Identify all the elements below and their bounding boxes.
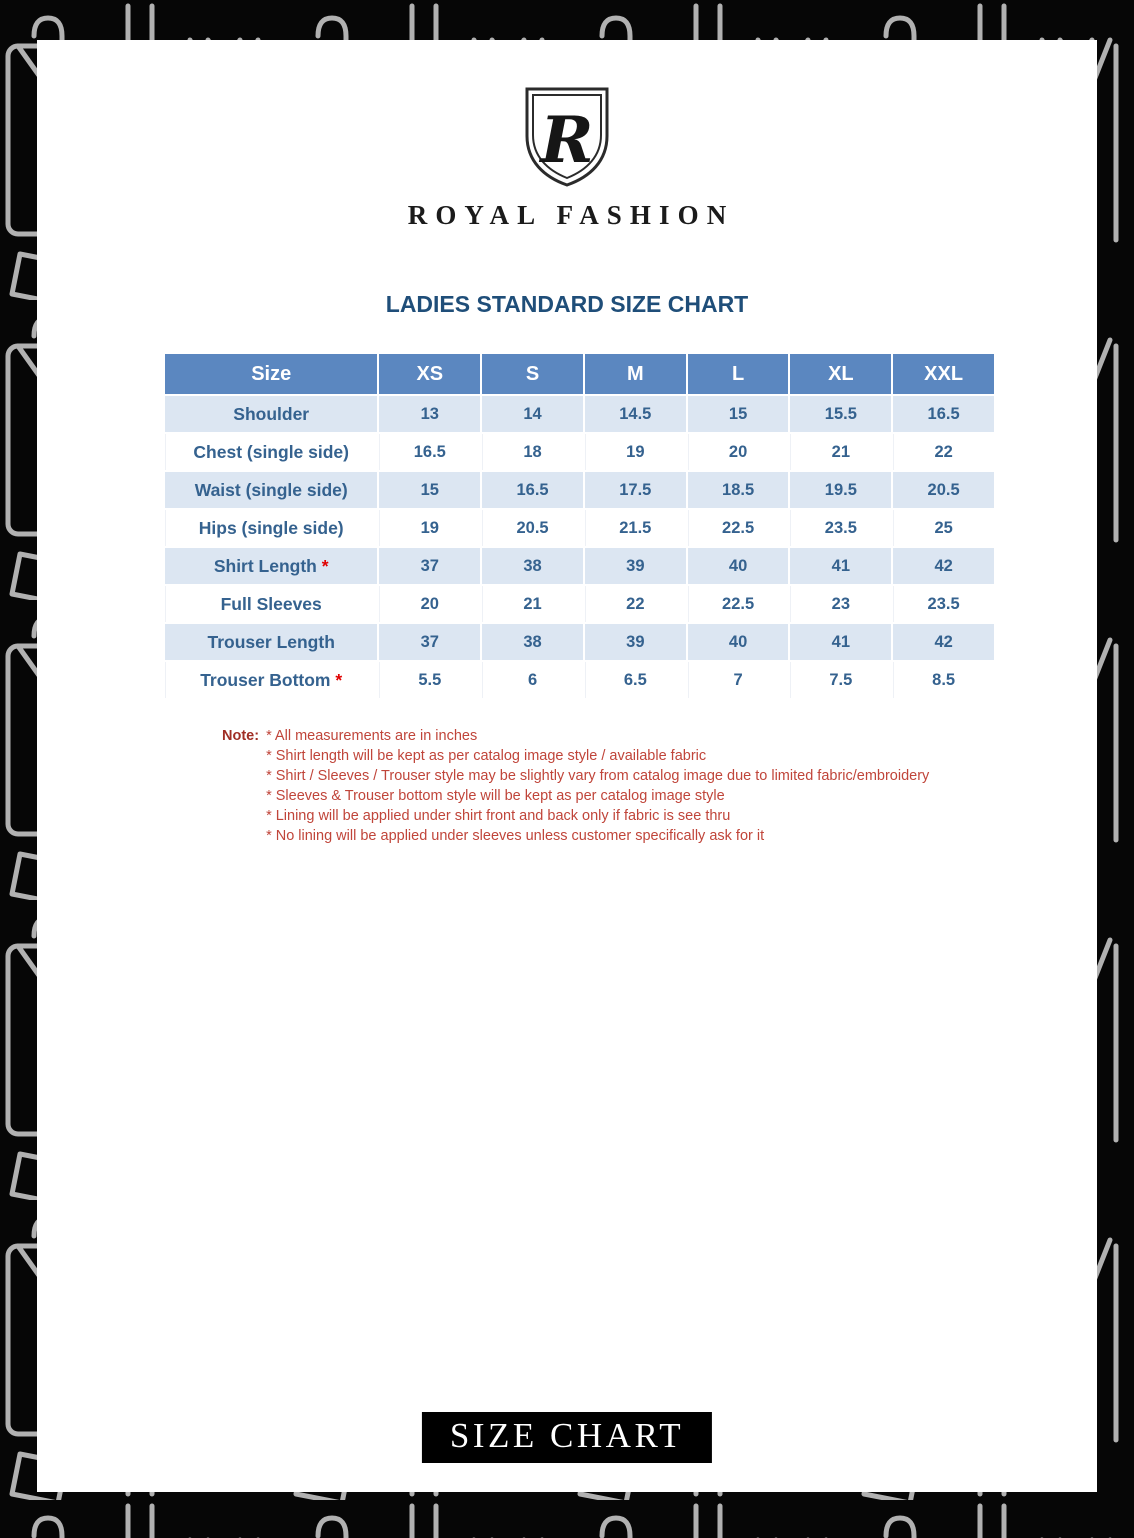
- note-line: * Shirt / Sleeves / Trouser style may be slightly vary from catalog image due to limited fabric/embroidery: [266, 768, 930, 784]
- table-header-row: [165, 354, 994, 394]
- size-value-cell: 7.5: [790, 662, 891, 698]
- size-value-cell: 25: [893, 510, 994, 546]
- table-row: [165, 510, 994, 546]
- table-row: [165, 396, 994, 432]
- required-asterisk: *: [316, 555, 329, 576]
- row-label: Chest (single side): [165, 434, 377, 470]
- shield-monogram-letter: R: [540, 103, 594, 178]
- size-value-cell: 42: [893, 624, 994, 660]
- size-value-cell: 14.5: [585, 396, 686, 432]
- size-value-cell: 16.5: [893, 396, 994, 432]
- note-line: * Shirt length will be kept as per catalog image style / available fabric: [266, 748, 707, 764]
- size-value-cell: 16.5: [482, 472, 583, 508]
- table-row: [165, 586, 994, 622]
- size-value-cell: 21: [790, 434, 891, 470]
- size-value-cell: 19.5: [790, 472, 891, 508]
- size-value-cell: 8.5: [893, 662, 994, 698]
- size-value-cell: 21: [482, 586, 583, 622]
- column-header-s: S: [482, 354, 583, 394]
- size-value-cell: 15: [688, 396, 789, 432]
- size-value-cell: 20.5: [893, 472, 994, 508]
- size-value-cell: 42: [893, 548, 994, 584]
- size-value-cell: 22.5: [688, 586, 789, 622]
- size-value-cell: 20.5: [482, 510, 583, 546]
- size-value-cell: 19: [585, 434, 686, 470]
- size-value-cell: 41: [790, 624, 891, 660]
- size-value-cell: 18: [482, 434, 583, 470]
- table-row: [165, 548, 994, 584]
- size-value-cell: 13: [379, 396, 480, 432]
- note-line: * No lining will be applied under sleeves unless customer specifically ask for it: [266, 828, 765, 844]
- column-header-xs: XS: [379, 354, 480, 394]
- column-header-size: Size: [165, 354, 377, 394]
- size-value-cell: 15: [379, 472, 480, 508]
- column-header-xl: XL: [790, 354, 891, 394]
- page-title: LADIES STANDARD SIZE CHART: [385, 291, 749, 317]
- row-label: Waist (single side): [165, 472, 377, 508]
- size-value-cell: 23.5: [893, 586, 994, 622]
- row-label: Shirt Length *: [165, 548, 377, 584]
- size-value-cell: 15.5: [790, 396, 891, 432]
- notes-section: [222, 726, 1097, 846]
- column-header-xxl: XXL: [893, 354, 994, 394]
- size-table: [163, 352, 996, 700]
- size-value-cell: 19: [379, 510, 480, 546]
- size-value-cell: 22: [585, 586, 686, 622]
- size-value-cell: 23: [790, 586, 891, 622]
- row-label: Full Sleeves: [165, 586, 377, 622]
- size-value-cell: 40: [688, 548, 789, 584]
- row-label: Trouser Bottom *: [165, 662, 377, 698]
- column-header-m: M: [585, 354, 686, 394]
- note-label: Note:: [222, 728, 260, 744]
- size-chart-banner: SIZE CHART: [422, 1412, 712, 1463]
- size-value-cell: 22: [893, 434, 994, 470]
- note-line: * All measurements are in inches: [266, 728, 478, 744]
- size-value-cell: 22.5: [688, 510, 789, 546]
- column-header-l: L: [688, 354, 789, 394]
- size-value-cell: 20: [379, 586, 480, 622]
- size-value-cell: 16.5: [379, 434, 480, 470]
- size-value-cell: 37: [379, 548, 480, 584]
- size-value-cell: 39: [585, 548, 686, 584]
- row-label: Shoulder: [165, 396, 377, 432]
- size-value-cell: 14: [482, 396, 583, 432]
- row-label: Trouser Length: [165, 624, 377, 660]
- size-value-cell: 37: [379, 624, 480, 660]
- size-value-cell: 6: [482, 662, 583, 698]
- size-value-cell: 17.5: [585, 472, 686, 508]
- size-value-cell: 5.5: [379, 662, 480, 698]
- size-value-cell: 41: [790, 548, 891, 584]
- size-value-cell: 6.5: [585, 662, 686, 698]
- size-value-cell: 20: [688, 434, 789, 470]
- note-items: [266, 726, 929, 846]
- size-chart-page: [37, 40, 1097, 1492]
- row-label: Hips (single side): [165, 510, 377, 546]
- size-value-cell: 18.5: [688, 472, 789, 508]
- size-value-cell: 23.5: [790, 510, 891, 546]
- note-line: * Sleeves & Trouser bottom style will be kept as per catalog image style: [266, 788, 725, 804]
- table-row: [165, 624, 994, 660]
- required-asterisk: *: [330, 669, 343, 690]
- brand-name: ROYAL FASHION: [407, 200, 735, 230]
- brand-logo: [37, 40, 1097, 190]
- shield-logo-icon: [521, 84, 613, 190]
- size-value-cell: 40: [688, 624, 789, 660]
- size-table-body: [165, 396, 994, 698]
- size-value-cell: 38: [482, 548, 583, 584]
- table-row: [165, 472, 994, 508]
- size-value-cell: 7: [688, 662, 789, 698]
- size-value-cell: 39: [585, 624, 686, 660]
- table-row: [165, 434, 994, 470]
- table-row: [165, 662, 994, 698]
- note-line: * Lining will be applied under shirt front and back only if fabric is see thru: [266, 808, 731, 824]
- size-value-cell: 38: [482, 624, 583, 660]
- size-value-cell: 21.5: [585, 510, 686, 546]
